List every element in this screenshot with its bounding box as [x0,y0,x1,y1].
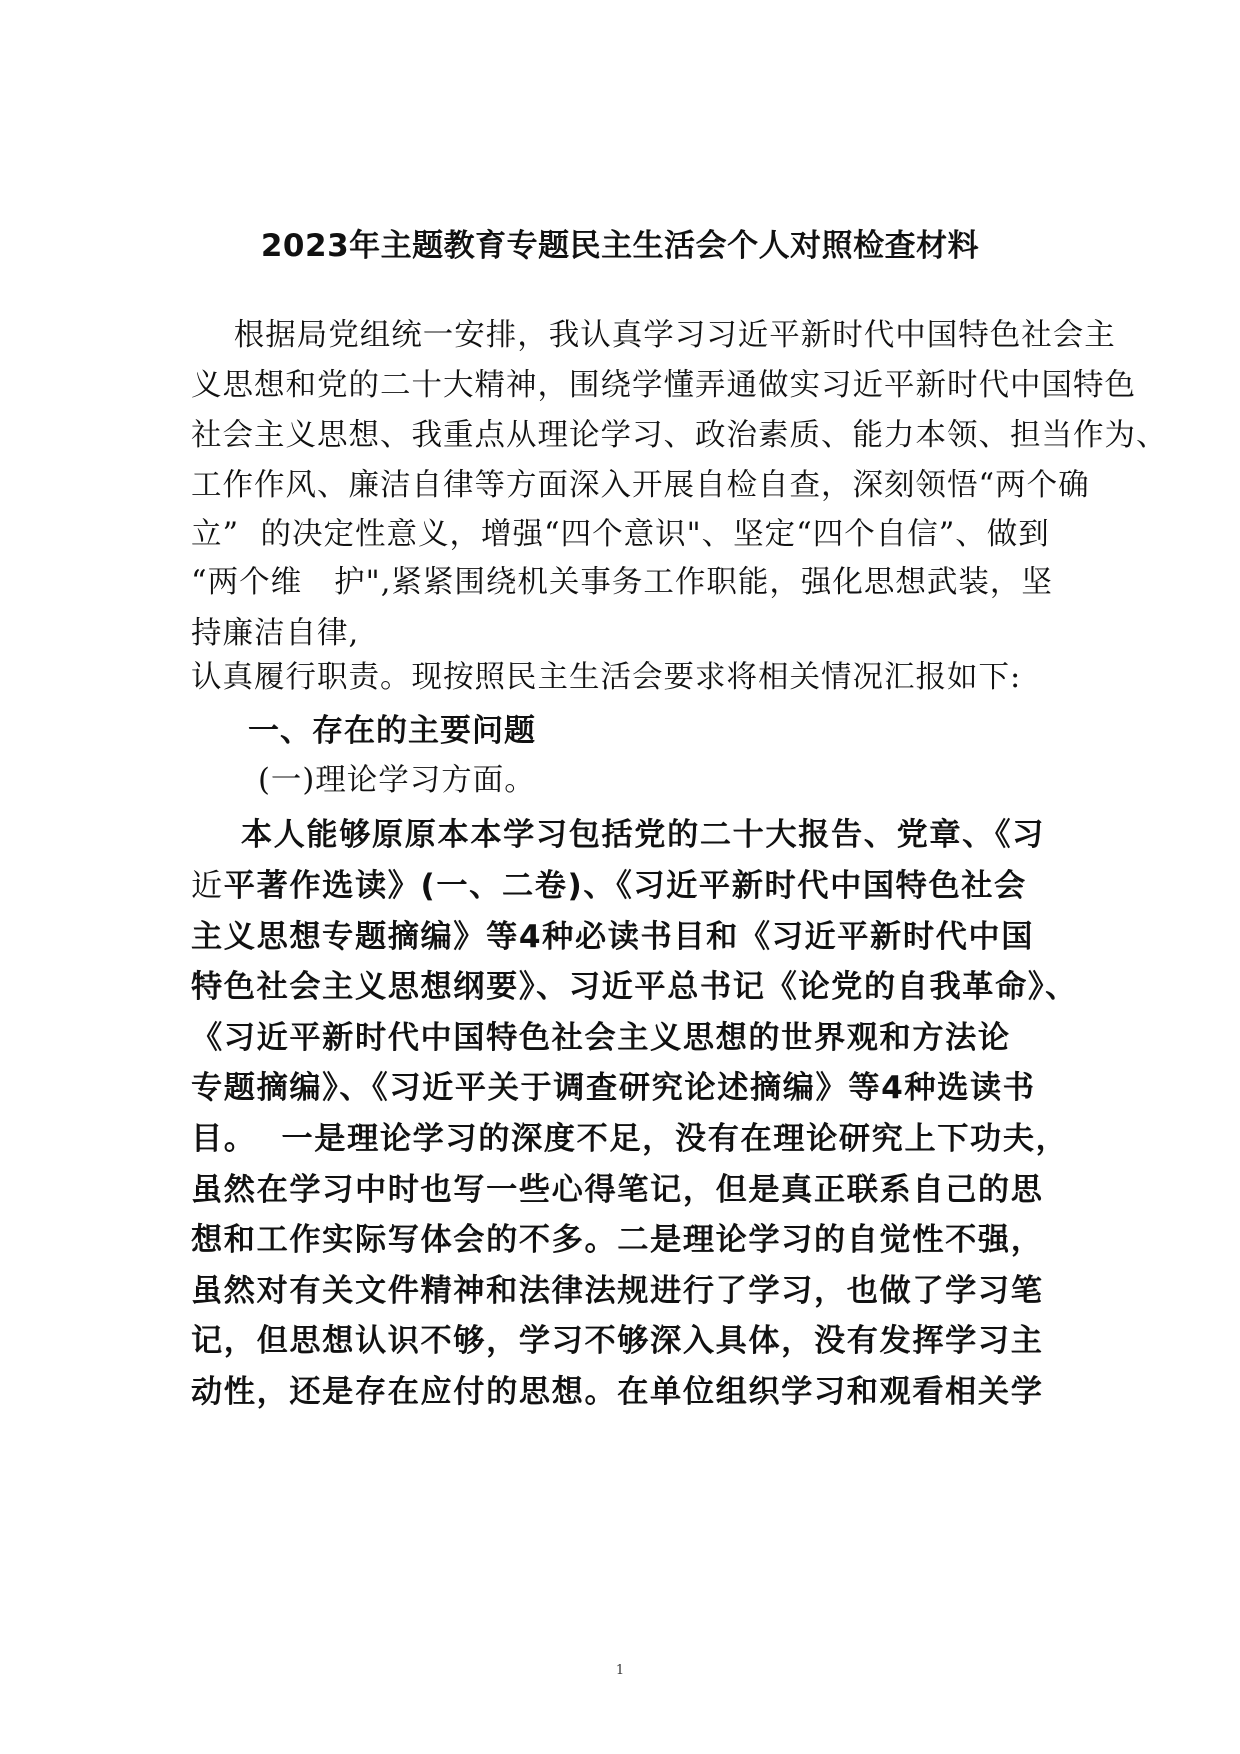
intro-line: 持廉洁自律, [191,616,360,651]
body-line: 记，但思想认识不够，学习不够深入具体，没有发挥学习主 [191,1323,1044,1359]
intro-line: 立” 的决定性意义，增强“四个意识"、坚定“四个自信”、做到 [191,517,1050,552]
intro-line: 社会主义思想、我重点从理论学习、政治素质、能力本领、担当作为、 [191,418,1168,453]
body-line: 本人能够原原本本学习包括党的二十大报告、党章、《习 [191,817,1045,853]
intro-line: 义思想和党的二十大精神，围绕学懂弄通做实习近平新时代中国特色 [191,368,1136,403]
intro-line: “两个维 护",紧紧围绕机关事务工作职能，强化思想武装，坚 [191,565,1053,600]
page-number: 1 [615,1663,625,1678]
subsection-heading: (一)理论学习方面。 [258,763,536,798]
body-line: 虽然在学习中时也写一些心得笔记，但是真正联系自己的思 [191,1172,1044,1208]
body-line: 主义思想专题摘编》等4种必读书目和《习近平新时代中国 [191,919,1034,955]
body-line-bold-segment: 平著作选读》(一、二卷)、《习近平新时代中国特色社会 [223,868,1027,904]
body-line: 想和工作实际写体会的不多。二是理论学习的自觉性不强， [191,1222,1044,1258]
intro-line: 根据局党组统一安排，我认真学习习近平新时代中国特色社会主 [191,318,1116,353]
body-line: 专题摘编》、《习近平关于调查研究论述摘编》等4种选读书 [191,1070,1036,1106]
body-line: 特色社会主义思想纲要》、习近平总书记《论党的自我革命》、 [191,969,1078,1005]
document-title: 2023年主题教育专题民主生活会个人对照检查材料 [260,228,980,264]
intro-line: 工作作风、廉洁自律等方面深入开展自检自查，深刻领悟“两个确 [191,468,1090,503]
body-line: 《习近平新时代中国特色社会主义思想的世界观和方法论 [191,1020,1011,1056]
body-line-regular-segment: 近 [191,868,224,904]
section-heading: 一、存在的主要问题 [248,713,536,749]
body-line: 目。 一是理论学习的深度不足，没有在理论研究上下功夫， [191,1121,1069,1157]
body-line: 动性，还是存在应付的思想。在单位组织学习和观看相关学 [191,1374,1044,1410]
body-line: 虽然对有关文件精神和法律法规进行了学习，也做了学习笔 [191,1273,1044,1309]
intro-line: 认真履行职责。现按照民主生活会要求将相关情况汇报如下: [191,660,1022,695]
body-line [191,866,1027,906]
